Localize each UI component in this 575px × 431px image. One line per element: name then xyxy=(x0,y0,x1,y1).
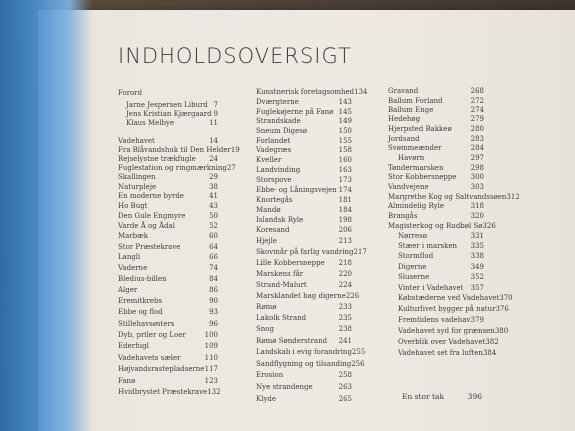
toc-entry xyxy=(256,383,352,391)
toc-entry-page: 335 xyxy=(470,242,484,250)
toc-entry xyxy=(256,303,352,311)
toc-entry xyxy=(256,371,352,379)
toc-entry xyxy=(256,292,360,300)
toc-entry-page: 283 xyxy=(470,135,484,143)
toc-entry xyxy=(118,192,218,200)
toc-entry-label: Mandø xyxy=(256,206,281,214)
toc-entry xyxy=(126,101,218,109)
toc-entry-label: Stillehavsøsters xyxy=(118,320,175,328)
toc-entry-label: Vandvejene xyxy=(388,183,429,191)
toc-entry-page: 163 xyxy=(338,166,352,174)
toc-entry xyxy=(388,87,484,95)
toc-entry-label: Ederfugl xyxy=(118,342,149,350)
toc-entry-label: Fremtidens vadehav xyxy=(398,316,471,324)
toc-entry xyxy=(388,222,496,230)
toc-entry-label: Jens Kristian Kjærgaard xyxy=(126,110,212,118)
toc-entry-page: 134 xyxy=(354,88,368,96)
toc-entry-page: 7 xyxy=(213,101,218,109)
toc-entry xyxy=(118,243,218,251)
toc-entry-page: 256 xyxy=(351,360,365,368)
toc-entry xyxy=(398,242,484,250)
toc-entry xyxy=(118,388,221,396)
toc-entry xyxy=(256,314,352,322)
toc-entry-label: Erosion xyxy=(256,371,284,379)
toc-entry-label: Klyde xyxy=(256,395,277,403)
toc-entry xyxy=(256,196,352,204)
toc-entry-page: 380 xyxy=(494,327,509,335)
toc-entry-label: Svømmeænder xyxy=(388,144,442,152)
toc-entry-label: Ebbe- og Låningsvejen xyxy=(256,186,337,194)
toc-entry xyxy=(118,222,218,230)
toc-entry-page: 326 xyxy=(482,222,496,230)
toc-entry-page: 303 xyxy=(470,183,484,191)
toc-entry-page: 93 xyxy=(209,308,218,316)
toc-entry-label: Strand-Malurt xyxy=(256,281,307,289)
toc-entry xyxy=(118,89,218,97)
toc-entry-page: 274 xyxy=(470,106,484,114)
toc-entry-label: Den Gule Engmyre xyxy=(118,212,186,220)
toc-entry-page: 14 xyxy=(209,137,218,145)
toc-entry-page: 173 xyxy=(338,176,352,184)
toc-entry-page: 90 xyxy=(209,297,218,305)
toc-entry-page: 38 xyxy=(209,183,218,191)
toc-entry-page: 29 xyxy=(209,173,218,181)
toc-entry-label: Islandsk Ryle xyxy=(256,216,304,224)
toc-entry-label: Købstæderne ved Vadehavet xyxy=(398,294,500,302)
toc-entry xyxy=(388,125,484,133)
toc-entry xyxy=(118,202,218,210)
toc-entry-label: Alger xyxy=(118,286,138,294)
toc-entry xyxy=(256,88,368,96)
toc-entry-label: Storspove xyxy=(256,176,292,184)
toc-entry-page: 184 xyxy=(338,206,352,214)
toc-entry-page: 349 xyxy=(470,263,484,271)
toc-entry-label: En moderne byrde xyxy=(118,192,184,200)
toc-entry-page: 379 xyxy=(470,316,484,324)
toc-entry-page: 238 xyxy=(338,325,352,333)
toc-entry-page: 213 xyxy=(338,237,352,245)
toc-entry xyxy=(118,342,218,350)
toc-entry-label: Magisterkog og Rudbøl Sø xyxy=(388,222,483,230)
toc-entry-label: Vadegræs xyxy=(256,146,292,154)
toc-entry-label: Kulturlivet bygger på natur xyxy=(398,305,496,313)
toc-entry xyxy=(256,137,352,145)
toc-footer-entry xyxy=(402,392,482,401)
toc-entry-label: Stæer i marsken xyxy=(398,242,458,250)
toc-entry xyxy=(126,110,218,118)
toc-entry-page: 357 xyxy=(470,284,484,292)
toc-entry-page: 158 xyxy=(338,146,352,154)
toc-entry-page: 149 xyxy=(338,117,352,125)
toc-entry-page: 155 xyxy=(338,137,352,145)
toc-entry-label: Sluserne xyxy=(398,273,430,281)
toc-entry-label: Landvinding xyxy=(256,166,301,174)
toc-entry-label: Kveller xyxy=(256,156,282,164)
toc-entry-label: Hjerpsted Bakkeø xyxy=(388,125,452,133)
toc-entry xyxy=(398,252,484,260)
toc-entry-page: 370 xyxy=(499,294,513,302)
toc-entry-page: 74 xyxy=(209,264,218,272)
toc-entry xyxy=(256,166,352,174)
toc-entry xyxy=(118,146,240,154)
toc-footer-label: En stor tak xyxy=(402,392,445,401)
toc-entry xyxy=(118,320,218,328)
toc-entry xyxy=(256,156,352,164)
toc-entry-label: Marbæk xyxy=(118,232,148,240)
toc-entry xyxy=(388,173,484,181)
toc-entry-page: 50 xyxy=(209,212,218,220)
toc-entry xyxy=(256,337,352,345)
toc-entry-page: 66 xyxy=(209,253,218,261)
toc-entry-page: 181 xyxy=(338,196,352,204)
toc-entry xyxy=(118,331,218,339)
toc-entry xyxy=(398,305,509,313)
toc-entry-label: Fuglestation og ringmærkning xyxy=(118,164,227,172)
toc-entry-label: Lakolk Strand xyxy=(256,314,307,322)
toc-entry xyxy=(118,365,218,373)
toc-entry-label: Ebbe og flod xyxy=(118,308,163,316)
toc-entry xyxy=(388,144,484,152)
toc-entry-label: Stor Kobbersneppe xyxy=(388,173,457,181)
toc-entry-label: Almindelig Ryle xyxy=(388,202,444,210)
toc-entry-label: Varde Å og Ådal xyxy=(118,222,175,230)
toc-entry-page: 376 xyxy=(495,305,509,313)
toc-entry xyxy=(118,275,218,283)
toc-entry-label: Fra Blåvandshuk til Den Helder xyxy=(118,146,231,154)
toc-entry-page: 24 xyxy=(209,155,218,163)
toc-entry-page: 174 xyxy=(338,186,352,194)
toc-entry xyxy=(388,164,484,172)
toc-entry-page: 123 xyxy=(204,377,218,385)
toc-entry-label: Skovmår på farlig vandring xyxy=(256,248,354,256)
toc-entry-label: Kunstnerisk foretagsomhed xyxy=(256,88,355,96)
toc-entry-label: Strandskade xyxy=(256,117,301,125)
toc-entry-page: 27 xyxy=(226,164,236,172)
toc-entry-page: 9 xyxy=(213,110,218,118)
toc-entry xyxy=(388,202,484,210)
toc-entry-page: 132 xyxy=(207,388,221,396)
toc-entry-label: Vadehavet xyxy=(118,137,155,145)
book-spine-band xyxy=(0,0,92,431)
toc-entry-page: 224 xyxy=(338,281,352,289)
toc-footer-page: 396 xyxy=(467,392,482,401)
toc-entry xyxy=(256,237,352,245)
toc-entry-page: 96 xyxy=(209,320,218,328)
toc-entry-label: Vadehavet syd for grænsen xyxy=(398,327,495,335)
toc-entry xyxy=(256,127,352,135)
toc-entry xyxy=(118,155,218,163)
toc-entry-page: 338 xyxy=(470,252,484,260)
toc-entry-page: 206 xyxy=(338,226,352,234)
toc-entry-page: 218 xyxy=(338,259,352,267)
toc-entry xyxy=(118,264,218,272)
toc-entry-label: Ho Bugt xyxy=(118,202,148,210)
toc-entry-label: Vadehavets sæler xyxy=(118,354,181,362)
toc-entry xyxy=(398,294,513,302)
toc-entry xyxy=(398,316,484,324)
toc-entry-label: Dværgterne xyxy=(256,98,299,106)
toc-entry-page: 298 xyxy=(470,164,484,172)
toc-entry-page: 41 xyxy=(209,192,218,200)
toc-entry-page: 255 xyxy=(351,348,366,356)
toc-entry xyxy=(256,206,352,214)
toc-entry-label: Tøndermarsken xyxy=(388,164,444,172)
toc-entry xyxy=(256,259,352,267)
toc-entry-page: 268 xyxy=(470,87,484,95)
toc-entry-page: 150 xyxy=(338,127,352,135)
toc-entry-label: Rejselystne trækfugle xyxy=(118,155,196,163)
toc-entry-page: 217 xyxy=(353,248,367,256)
toc-entry-label: Naturpleje xyxy=(118,183,157,191)
toc-entry xyxy=(398,263,484,271)
toc-entry-label: Digerne xyxy=(398,263,427,271)
toc-entry-page: 235 xyxy=(338,314,352,322)
toc-entry xyxy=(256,325,352,333)
toc-entry-label: Rømø Sønderstrand xyxy=(256,337,328,345)
toc-entry xyxy=(118,212,218,220)
toc-entry xyxy=(256,248,367,256)
toc-entry xyxy=(388,212,484,220)
toc-entry-label: Vadehavet set fra luften xyxy=(398,349,483,357)
toc-entry-label: Dyb, priler og Loer xyxy=(118,331,186,339)
toc-entry-page: 198 xyxy=(338,216,352,224)
toc-entry-label: Havørn xyxy=(398,154,425,162)
toc-entry-label: Marskens får xyxy=(256,270,304,278)
toc-entry xyxy=(256,108,352,116)
toc-entry-page: 143 xyxy=(338,98,352,106)
toc-entry xyxy=(118,286,218,294)
toc-entry-label: Hvidbrystet Præstekrave xyxy=(118,388,208,396)
toc-entry-page: 19 xyxy=(230,146,240,154)
toc-entry-page: 320 xyxy=(470,212,484,220)
toc-entry-page: 60 xyxy=(209,232,218,240)
toc-entry-label: Vaderne xyxy=(118,264,148,272)
toc-entry-label: Lille Kobbersneppe xyxy=(256,259,325,267)
toc-entry-page: 11 xyxy=(209,119,218,127)
toc-entry xyxy=(256,395,352,403)
toc-entry xyxy=(388,97,484,105)
toc-entry-page: 233 xyxy=(338,303,352,311)
toc-entry-label: Sandflygning og tilsanding xyxy=(256,360,352,368)
toc-entry-label: Hedehøg xyxy=(388,115,421,123)
toc-entry xyxy=(256,270,352,278)
toc-entry-label: Gravand xyxy=(388,87,419,95)
toc-entry-page: 284 xyxy=(470,144,484,152)
toc-entry-page: 64 xyxy=(209,243,218,251)
toc-entry xyxy=(398,232,484,240)
toc-entry-page: 43 xyxy=(209,202,218,210)
page-title: INDHOLDSOVERSIGT xyxy=(118,44,352,68)
toc-entry-label: Knortegås xyxy=(256,196,293,204)
toc-entry xyxy=(118,354,218,362)
toc-entry-label: Eremitkrebs xyxy=(118,297,163,305)
toc-entry-label: Margrethe Kog og Saltvandssøen xyxy=(388,193,507,201)
toc-entry-label: Vinter i Vadehavet xyxy=(398,284,464,292)
toc-entry xyxy=(118,137,218,145)
toc-entry-page: 384 xyxy=(482,349,497,357)
toc-entry-label: Jarne Jespersen Liburd xyxy=(126,101,208,109)
toc-entry-page: 279 xyxy=(470,115,484,123)
toc-entry-label: Skallingen xyxy=(118,173,156,181)
toc-entry-page: 220 xyxy=(338,270,352,278)
toc-entry xyxy=(118,232,218,240)
toc-entry-page: 280 xyxy=(470,125,484,133)
toc-entry-page: 100 xyxy=(204,331,218,339)
toc-entry-label: Højvandsrastepladserne xyxy=(118,365,205,373)
toc-entry-label: Brangås xyxy=(388,212,418,220)
toc-entry-page: 86 xyxy=(209,286,218,294)
toc-entry-page: 331 xyxy=(470,232,484,240)
toc-entry-label: Stormflod xyxy=(398,252,434,260)
toc-entry-label: Forlandet xyxy=(256,137,291,145)
toc-entry xyxy=(256,226,352,234)
toc-entry xyxy=(118,297,218,305)
toc-entry xyxy=(256,98,352,106)
toc-entry-page: 263 xyxy=(338,383,352,391)
toc-entry-label: Klaus Melbye xyxy=(126,119,175,127)
toc-entry xyxy=(398,338,499,346)
toc-entry xyxy=(118,308,218,316)
toc-entry-page: 160 xyxy=(338,156,352,164)
toc-entry-page: 84 xyxy=(209,275,218,283)
toc-entry xyxy=(126,119,218,127)
toc-entry xyxy=(256,117,352,125)
toc-entry-label: Ballum Enge xyxy=(388,106,434,114)
toc-entry-page: 272 xyxy=(470,97,484,105)
toc-entry-label: Sneum Digesø xyxy=(256,127,308,135)
toc-entry xyxy=(398,273,484,281)
toc-entry xyxy=(398,284,484,292)
toc-entry-label: Landskab i evig forandring xyxy=(256,348,352,356)
toc-entry xyxy=(118,183,218,191)
toc-entry xyxy=(388,106,484,114)
toc-entry-label: Koresand xyxy=(256,226,290,234)
toc-entry xyxy=(256,176,352,184)
toc-entry-label: Nørresø xyxy=(398,232,427,240)
toc-entry xyxy=(118,377,218,385)
toc-entry xyxy=(388,135,484,143)
toc-entry-label: Rømø xyxy=(256,303,277,311)
toc-entry xyxy=(256,348,366,356)
toc-entry-page: 352 xyxy=(470,273,484,281)
toc-entry-label: Langli xyxy=(118,253,141,261)
toc-entry-page: 265 xyxy=(338,395,352,403)
toc-entry xyxy=(398,154,484,162)
toc-entry-page: 226 xyxy=(345,292,360,300)
toc-entry-page: 318 xyxy=(470,202,484,210)
toc-entry xyxy=(388,115,484,123)
toc-entry xyxy=(398,327,509,335)
toc-entry-label: Snog xyxy=(256,325,274,333)
toc-entry xyxy=(256,281,352,289)
toc-entry-page: 145 xyxy=(338,108,352,116)
toc-entry xyxy=(118,173,218,181)
toc-entry-label: Fuglekøjerne på Fanø xyxy=(256,108,334,116)
toc-entry xyxy=(388,193,520,201)
toc-entry xyxy=(256,216,352,224)
toc-entry xyxy=(118,164,236,172)
toc-entry-page: 297 xyxy=(470,154,484,162)
toc-entry xyxy=(398,349,497,357)
toc-entry-page: 300 xyxy=(470,173,484,181)
toc-entry-label: Marsklandet bag digerne xyxy=(256,292,346,300)
toc-entry-page: 109 xyxy=(204,342,218,350)
toc-entry xyxy=(388,183,484,191)
toc-entry-label: Hjejle xyxy=(256,237,277,245)
toc-entry-label: Stor Præstekrave xyxy=(118,243,181,251)
toc-entry-label: Bledius-billen xyxy=(118,275,167,283)
toc-entry-label: Nye strandenge xyxy=(256,383,313,391)
toc-entry-label: Overblik over Vadehavet xyxy=(398,338,486,346)
toc-entry-label: Fanø xyxy=(118,377,136,385)
toc-entry-label: Forord xyxy=(118,89,143,97)
toc-entry-label: Ballum Forland xyxy=(388,97,443,105)
toc-entry-page: 110 xyxy=(204,354,218,362)
toc-entry xyxy=(118,253,218,261)
toc-entry xyxy=(256,360,365,368)
toc-entry-page: 312 xyxy=(506,193,520,201)
toc-entry-page: 117 xyxy=(204,365,218,373)
toc-entry xyxy=(256,186,352,194)
toc-entry-page: 241 xyxy=(338,337,352,345)
toc-entry xyxy=(256,146,352,154)
toc-entry-page: 382 xyxy=(485,338,499,346)
toc-entry-label: Jordsand xyxy=(388,135,420,143)
toc-entry-page: 52 xyxy=(209,222,218,230)
toc-entry-page: 258 xyxy=(338,371,352,379)
